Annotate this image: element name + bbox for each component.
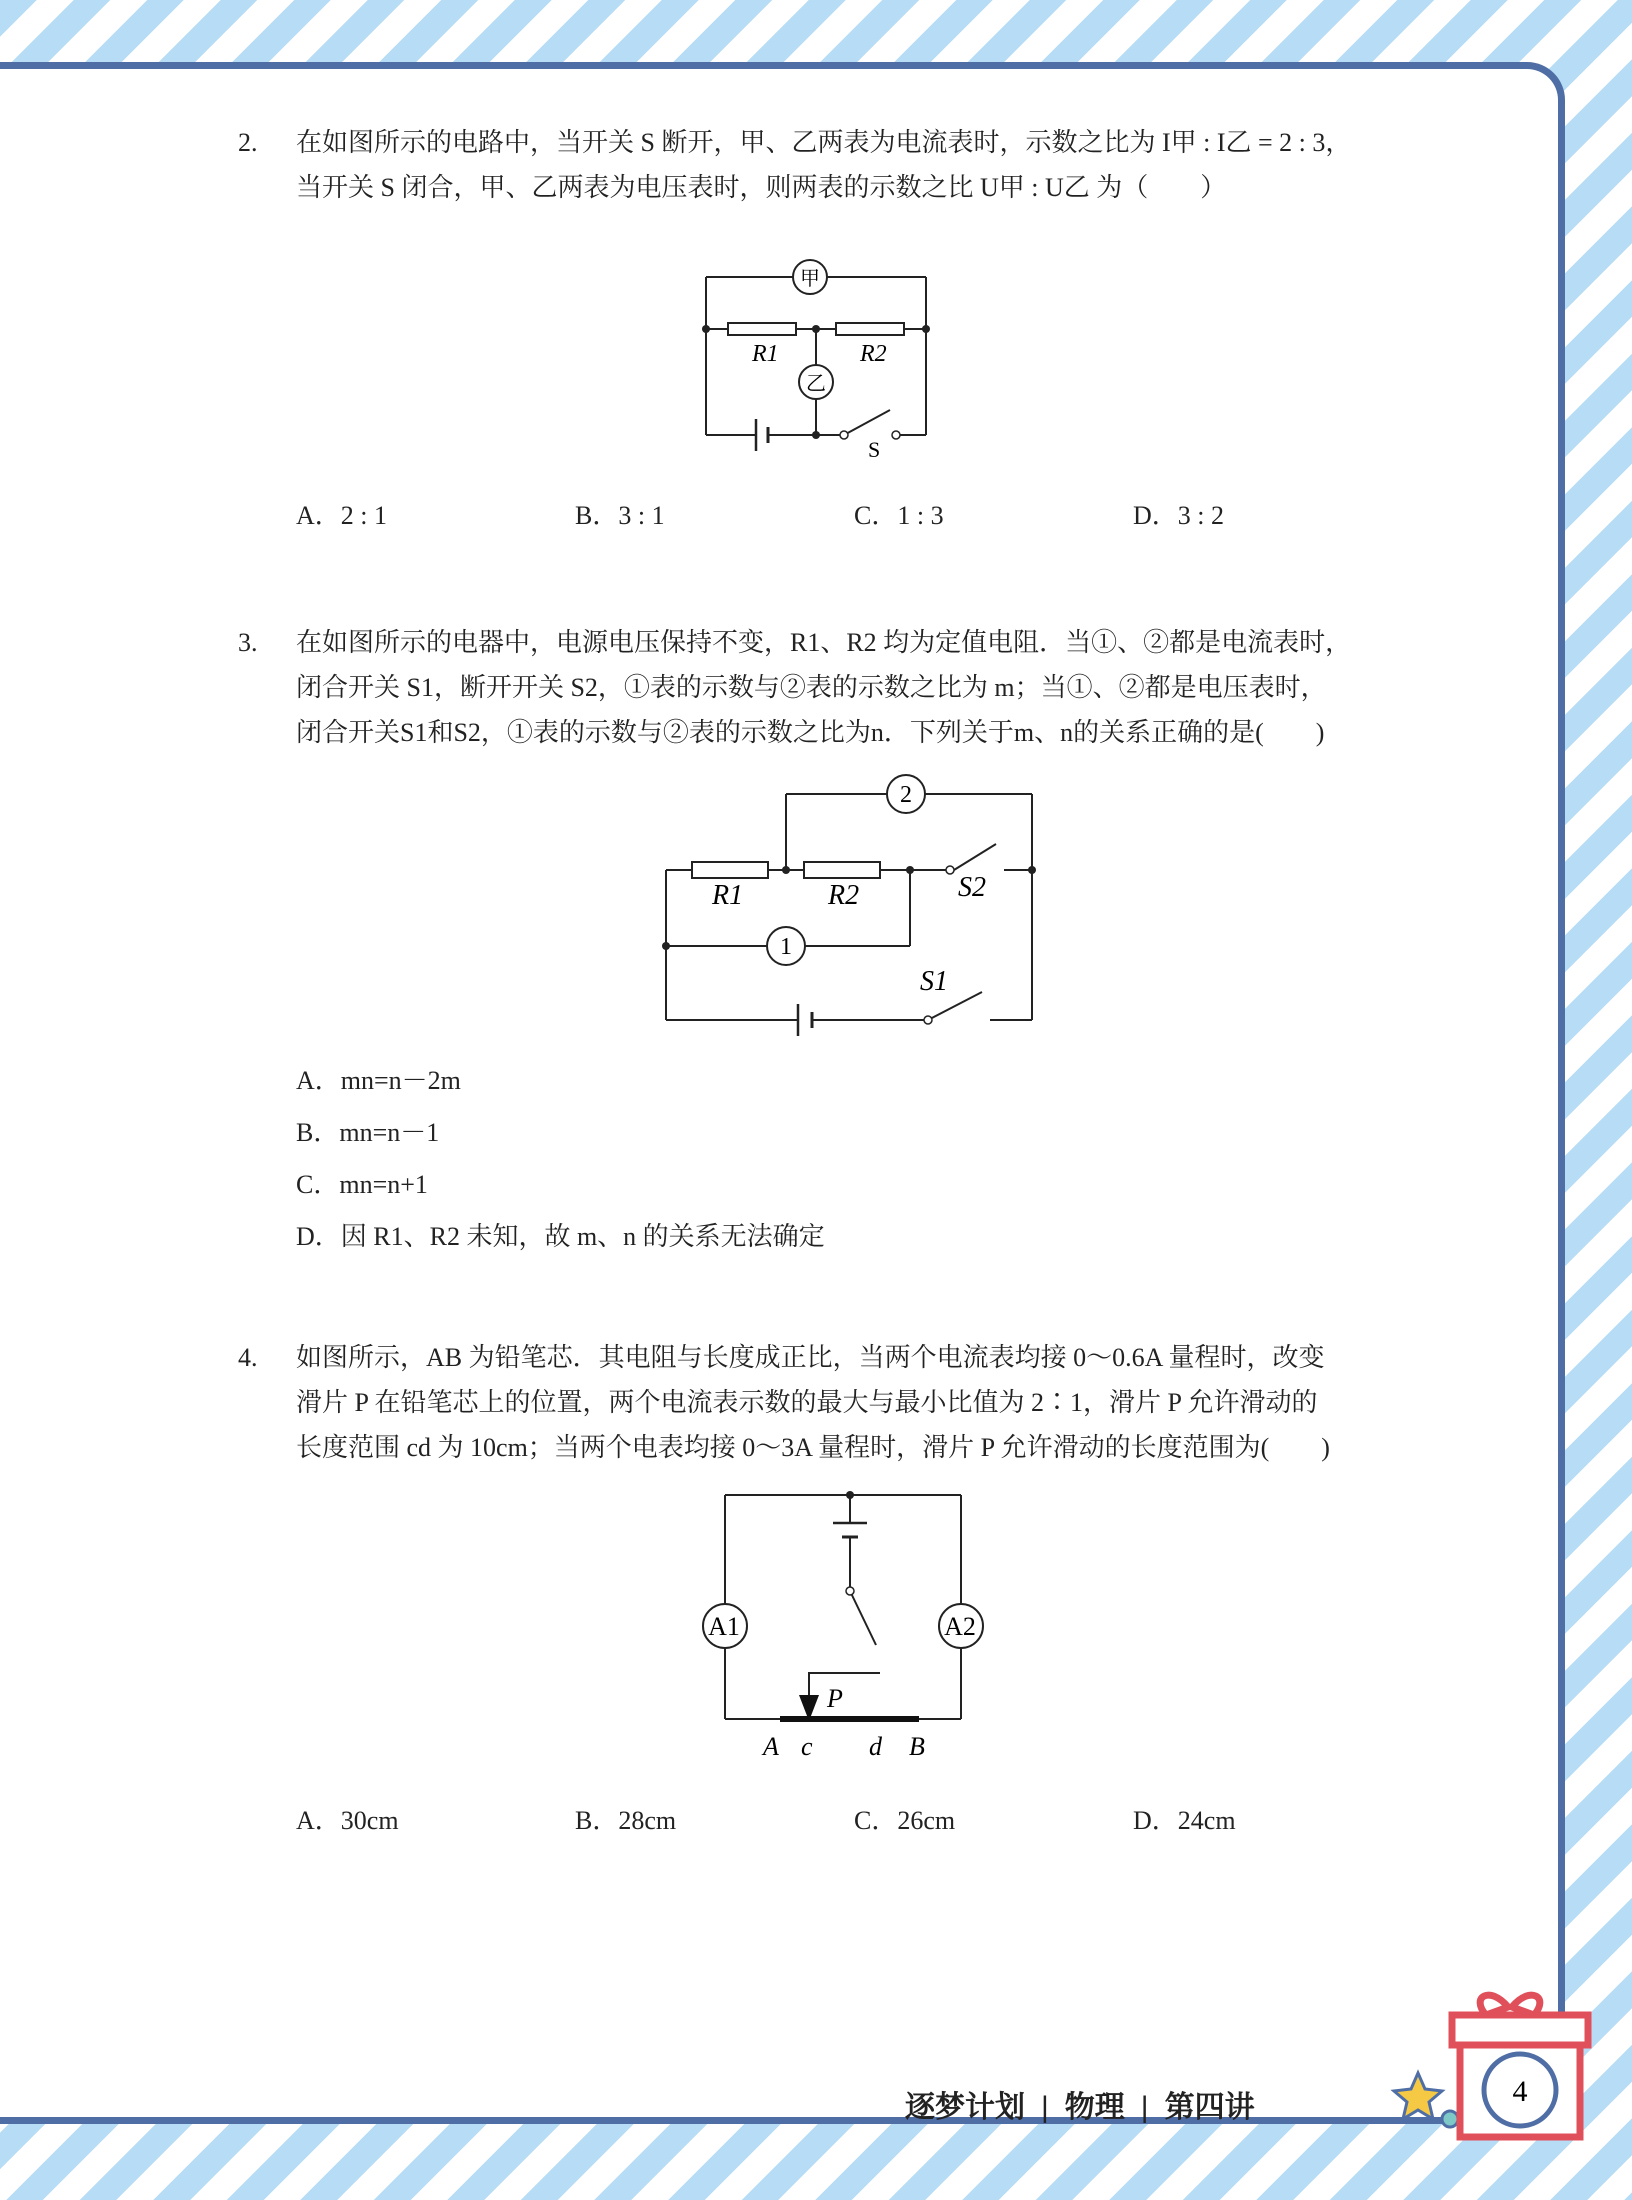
meter-1-label: 1 [780,934,792,960]
resistor-r1-label: R1 [752,341,779,367]
circuit-diagram-q4 [695,1485,985,1765]
option-d[interactable]: D．3 : 2 [1133,501,1225,530]
option-c[interactable]: C．1 : 3 [854,501,944,530]
option-b[interactable]: B．28cm [575,1806,677,1835]
question-text-line: 如图所示，AB 为铅笔芯．其电阻与长度成正比，当两个电流表均接 0～0.6A 量程时，改变 [296,1343,1325,1372]
switch-s-label: S [868,437,881,462]
question-number: 2. [238,128,258,157]
ammeter-a2-label: A2 [944,1612,976,1641]
circuit-diagram-q3 [650,770,1040,1045]
question-2 [238,120,1398,210]
gift-page-badge [1390,1985,1600,2145]
footer-subject: 物理 [1064,2091,1125,2124]
question-4 [238,1335,1398,1470]
meter-2-label: 2 [900,782,912,808]
question-text-line: 滑片 P 在铅笔芯上的位置，两个电流表示数的最大与最小比值为 2∶1，滑片 P 允许滑动的 [296,1388,1318,1417]
slider-p-label: P [827,1684,843,1713]
question-text-line: 在如图所示的电路中，当开关 S 断开，甲、乙两表为电流表时，示数之比为 I甲 : I乙 = 2 : 3， [296,128,1352,157]
question-number: 4. [238,1343,258,1372]
option-c[interactable]: C．mn=n+1 [296,1170,428,1199]
meter-yi-label: 乙 [806,373,826,395]
option-c[interactable]: C．26cm [854,1806,956,1835]
resistor-r2-label: R2 [860,341,887,367]
option-b[interactable]: B．3 : 1 [575,501,665,530]
page-number: 4 [1512,2075,1528,2108]
question-text-line: 当开关 S 闭合，甲、乙两表为电压表时，则两表的示数之比 U甲 : U乙 为（ ） [296,173,1227,202]
meter-jia-label: 甲 [800,268,820,290]
resistor-r1 [692,862,768,878]
switch-s1-label: S1 [920,966,948,997]
resistor-r2 [804,862,880,878]
option-d[interactable]: D．因 R1、R2 未知，故 m、n 的关系无法确定 [296,1222,825,1251]
footer-series: 逐梦计划 [905,2091,1025,2124]
resistor-r1-label: R1 [712,880,744,911]
resistor-r2-label: R2 [828,880,860,911]
option-a[interactable]: A．30cm [296,1806,399,1835]
question-text-line: 闭合开关 S1，断开开关 S2，①表的示数与②表的示数之比为 m；当①、②都是电压表时， [296,673,1327,702]
ammeter-a1-label: A1 [708,1612,740,1641]
question-text-line: 闭合开关S1和S2，①表的示数与②表的示数之比为n．下列关于m、n的关系正确的是( ) [296,718,1325,747]
question-3 [238,620,1398,755]
resistor-r2 [836,323,904,335]
point-c-label: c [801,1732,813,1761]
question-text-line: 在如图所示的电器中，电源电压保持不变，R1、R2 均为定值电阻．当①、②都是电流表时， [296,628,1352,657]
resistor-r1 [728,323,796,335]
circuit-diagram-q2 [690,255,950,470]
star-icon [1394,2073,1442,2119]
option-d[interactable]: D．24cm [1133,1806,1236,1835]
option-b[interactable]: B．mn=n－1 [296,1118,440,1147]
question-number: 3. [238,628,258,657]
option-a[interactable]: A．2 : 1 [296,501,388,530]
footer-lecture: 第四讲 [1164,2091,1255,2124]
switch-s2-label: S2 [958,872,986,903]
end-a-label: A [763,1732,779,1761]
footer-title: 逐梦计划 | 物理 | 第四讲 [905,2091,1255,2124]
option-a[interactable]: A．mn=n－2m [296,1066,461,1095]
end-b-label: B [909,1732,925,1761]
question-text-line: 长度范围 cd 为 10cm；当两个电表均接 0～3A 量程时，滑片 P 允许滑动的长度范围为( ) [296,1433,1330,1462]
point-d-label: d [869,1732,882,1761]
